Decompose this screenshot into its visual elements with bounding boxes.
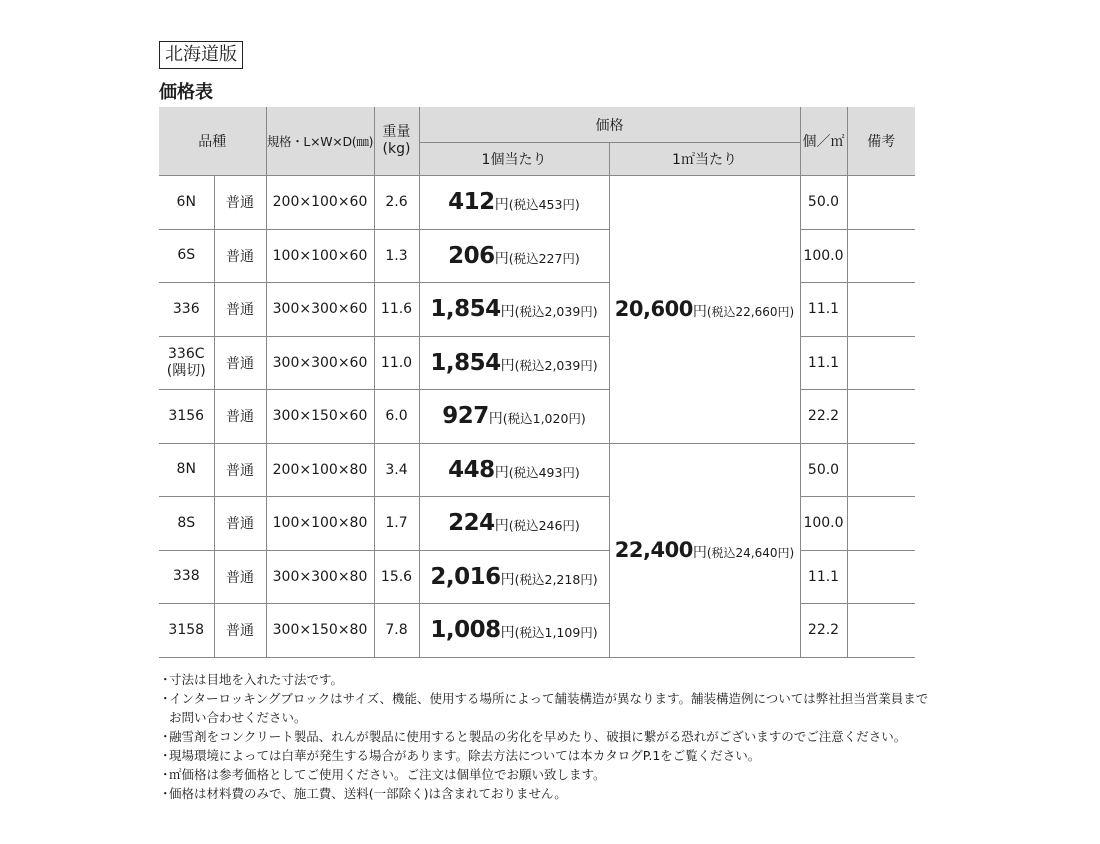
note-bullet: ・ xyxy=(159,786,172,801)
product-weight: 11.6 xyxy=(374,283,419,337)
pieces-per-sqm: 11.1 xyxy=(800,336,847,390)
product-code xyxy=(159,176,214,230)
remarks xyxy=(847,390,915,444)
pieces-per-sqm: 22.2 xyxy=(800,390,847,444)
note-item xyxy=(159,746,929,765)
product-type: 普通 xyxy=(214,229,266,283)
product-code xyxy=(159,390,214,444)
note-item xyxy=(159,689,929,727)
unit-price xyxy=(419,336,609,390)
product-code xyxy=(159,497,214,551)
remarks xyxy=(847,550,915,604)
unit-price-value: 224 xyxy=(448,510,495,537)
unit-price xyxy=(419,283,609,337)
product-spec: 100×100×80 xyxy=(266,497,374,551)
table-row xyxy=(159,604,915,658)
unit-price-yen: 円 xyxy=(500,571,515,588)
product-spec: 100×100×60 xyxy=(266,229,374,283)
remarks xyxy=(847,176,915,230)
remarks xyxy=(847,229,915,283)
unit-price-yen: 円 xyxy=(494,197,509,214)
unit-price-tax-included: (税込453円) xyxy=(508,197,580,213)
unit-price xyxy=(419,497,609,551)
note-item xyxy=(159,784,929,803)
note-text: インターロッキングブロックはサイズ、機能、使用する場所によって舗装構造が異なります。舗装構造例については弊社担当営業員までお問い合わせください。 xyxy=(169,691,929,725)
remarks xyxy=(847,497,915,551)
notes-list xyxy=(159,670,929,803)
product-type: 普通 xyxy=(214,390,266,444)
product-code-text: 336 xyxy=(172,300,200,317)
note-text: ㎡価格は参考価格としてご使用ください。ご注文は個単位でお願い致します。 xyxy=(169,767,606,782)
unit-price-value: 1,008 xyxy=(430,617,501,644)
remarks xyxy=(847,336,915,390)
product-code-text: 3156 xyxy=(168,407,205,424)
unit-price-value: 1,854 xyxy=(430,296,501,323)
table-row xyxy=(159,229,915,283)
price-table-body xyxy=(159,176,915,658)
pieces-per-sqm: 11.1 xyxy=(800,550,847,604)
product-weight: 15.6 xyxy=(374,550,419,604)
unit-price-yen: 円 xyxy=(500,357,515,374)
pieces-per-sqm: 11.1 xyxy=(800,283,847,337)
product-type: 普通 xyxy=(214,176,266,230)
unit-price-tax-included: (税込1,109円) xyxy=(514,625,598,641)
unit-price-tax-included: (税込493円) xyxy=(508,464,580,480)
header-weight-unit: (kg) xyxy=(382,141,411,157)
product-weight: 2.6 xyxy=(374,176,419,230)
product-type: 普通 xyxy=(214,283,266,337)
pieces-per-sqm: 100.0 xyxy=(800,229,847,283)
unit-price-value: 2,016 xyxy=(430,563,501,590)
product-type: 普通 xyxy=(214,550,266,604)
product-code-text: 336C xyxy=(168,345,205,362)
product-code xyxy=(159,229,214,283)
unit-price xyxy=(419,176,609,230)
product-weight: 6.0 xyxy=(374,390,419,444)
header-variety: 品種 xyxy=(159,107,266,176)
note-item xyxy=(159,765,929,784)
note-bullet: ・ xyxy=(159,748,172,763)
header-per-piece: 1個当たり xyxy=(419,143,609,176)
unit-price-value: 448 xyxy=(448,456,495,483)
unit-price-yen: 円 xyxy=(494,250,509,267)
product-spec: 300×300×60 xyxy=(266,336,374,390)
product-code-text: 6N xyxy=(176,193,196,210)
note-text: 融雪剤をコンクリート製品、れんが製品に使用すると製品の劣化を早めたり、破損に繋がる恐れがございますのでご注意ください。 xyxy=(169,729,907,744)
product-type: 普通 xyxy=(214,604,266,658)
pieces-per-sqm: 50.0 xyxy=(800,176,847,230)
product-spec: 300×300×60 xyxy=(266,283,374,337)
product-spec: 300×300×80 xyxy=(266,550,374,604)
remarks xyxy=(847,443,915,497)
unit-price-tax-included: (税込227円) xyxy=(508,250,580,266)
product-code xyxy=(159,604,214,658)
product-code-text: 3158 xyxy=(168,621,205,638)
unit-price xyxy=(419,229,609,283)
note-bullet: ・ xyxy=(159,672,172,687)
unit-price xyxy=(419,390,609,444)
header-per-sqm: 1㎡当たり xyxy=(609,143,800,176)
unit-price-tax-included: (税込246円) xyxy=(508,518,580,534)
note-text: 寸法は目地を入れた寸法です。 xyxy=(169,672,344,687)
note-text: 現場環境によっては白華が発生する場合があります。除去方法については本カタログP.1をご覧ください。 xyxy=(169,748,761,763)
product-weight: 7.8 xyxy=(374,604,419,658)
product-type: 普通 xyxy=(214,336,266,390)
unit-price-value: 1,854 xyxy=(430,349,501,376)
unit-price-value: 412 xyxy=(448,189,495,216)
unit-price-yen: 円 xyxy=(500,625,515,642)
unit-price-yen: 円 xyxy=(494,518,509,535)
sqm-price-value: 20,600 xyxy=(614,297,693,322)
product-code-text: 8S xyxy=(177,514,196,531)
note-bullet: ・ xyxy=(159,691,172,706)
sqm-price xyxy=(609,176,800,444)
table-row xyxy=(159,497,915,551)
note-text: 価格は材料費のみで、施工費、送料(一部除く)は含まれておりません。 xyxy=(169,786,567,801)
product-code xyxy=(159,550,214,604)
table-row xyxy=(159,443,915,497)
table-row xyxy=(159,176,915,230)
sqm-price xyxy=(609,443,800,657)
product-code xyxy=(159,336,214,390)
unit-price-yen: 円 xyxy=(494,464,509,481)
price-table xyxy=(159,107,915,658)
unit-price-value: 927 xyxy=(442,403,489,430)
unit-price-yen: 円 xyxy=(488,411,503,428)
product-spec: 200×100×60 xyxy=(266,176,374,230)
header-weight xyxy=(374,107,419,176)
note-item xyxy=(159,670,929,689)
sqm-price-tax-included: (税込22,660円) xyxy=(706,305,795,320)
note-bullet: ・ xyxy=(159,729,172,744)
product-type: 普通 xyxy=(214,497,266,551)
unit-price xyxy=(419,443,609,497)
unit-price-tax-included: (税込1,020円) xyxy=(502,411,586,427)
header-weight-label: 重量 xyxy=(382,124,411,140)
unit-price-tax-included: (税込2,039円) xyxy=(514,357,598,373)
product-spec: 300×150×60 xyxy=(266,390,374,444)
product-code-text: 6S xyxy=(177,247,196,264)
sqm-price-yen: 円 xyxy=(692,304,707,321)
product-code-text: 8N xyxy=(176,461,196,478)
product-code-note: (隅切) xyxy=(166,362,206,379)
unit-price-yen: 円 xyxy=(500,304,515,321)
product-code xyxy=(159,443,214,497)
pieces-per-sqm: 22.2 xyxy=(800,604,847,658)
product-weight: 11.0 xyxy=(374,336,419,390)
note-item xyxy=(159,727,929,746)
unit-price xyxy=(419,550,609,604)
edition-label: 北海道版 xyxy=(159,41,243,69)
sqm-price-value: 22,400 xyxy=(614,538,693,562)
table-row xyxy=(159,283,915,337)
header-spec: 規格・L×W×D(㎜) xyxy=(266,107,374,176)
unit-price-tax-included: (税込2,218円) xyxy=(514,571,598,587)
remarks xyxy=(847,604,915,658)
product-weight: 1.3 xyxy=(374,229,419,283)
product-type: 普通 xyxy=(214,443,266,497)
product-code-text: 338 xyxy=(172,568,200,585)
unit-price-value: 206 xyxy=(448,242,495,269)
section-title: 価格表 xyxy=(159,82,213,103)
remarks xyxy=(847,283,915,337)
product-weight: 3.4 xyxy=(374,443,419,497)
table-row xyxy=(159,390,915,444)
header-remarks: 備考 xyxy=(847,107,915,176)
table-row xyxy=(159,550,915,604)
unit-price-tax-included: (税込2,039円) xyxy=(514,304,598,320)
sqm-price-tax-included: (税込24,640円) xyxy=(706,546,795,560)
product-weight: 1.7 xyxy=(374,497,419,551)
product-code xyxy=(159,283,214,337)
product-spec: 300×150×80 xyxy=(266,604,374,658)
unit-price xyxy=(419,604,609,658)
pieces-per-sqm: 100.0 xyxy=(800,497,847,551)
header-pieces-per-sqm: 個／㎡ xyxy=(800,107,847,176)
product-spec: 200×100×80 xyxy=(266,443,374,497)
table-row xyxy=(159,336,915,390)
note-bullet: ・ xyxy=(159,767,172,782)
header-price: 価格 xyxy=(419,107,800,143)
pieces-per-sqm: 50.0 xyxy=(800,443,847,497)
sqm-price-yen: 円 xyxy=(692,545,707,561)
